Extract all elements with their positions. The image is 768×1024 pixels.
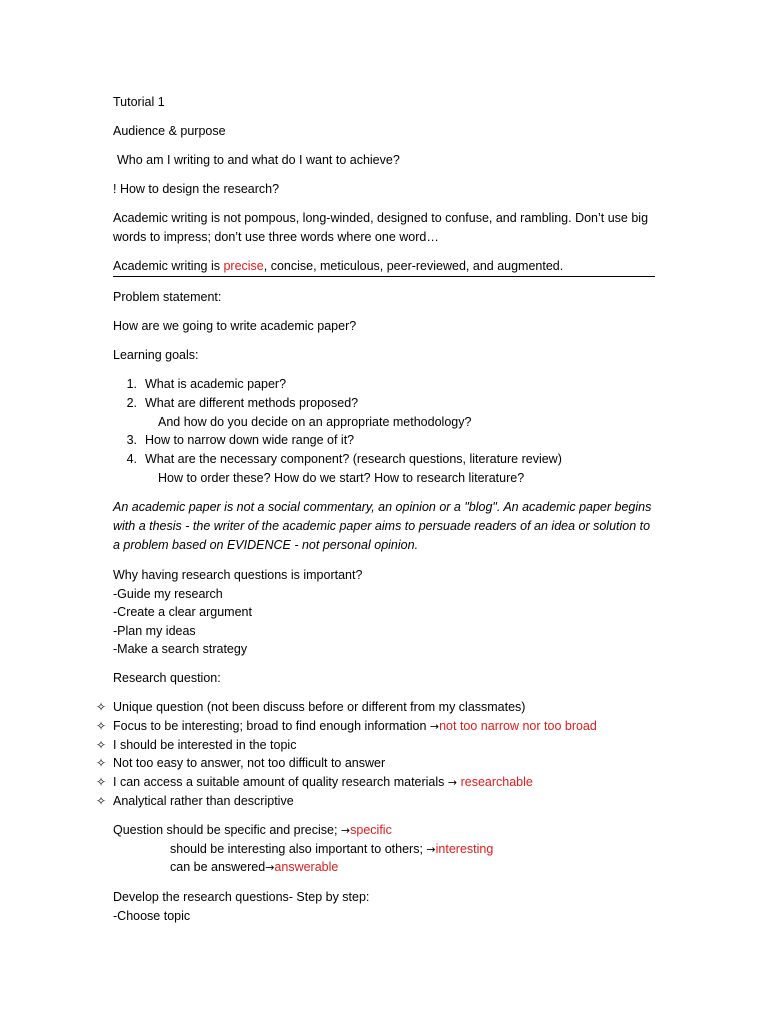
bullet-highlight: not too narrow nor too broad: [439, 719, 597, 733]
italic-paragraph: An academic paper is not a social commentary, an opinion or a "blog". An academic paper begins with a thesis - the writer of the academic paper aims to persuade readers of an idea or solution to a problem based on EVIDENCE - not personal opinion.: [113, 500, 652, 552]
diamond-star-icon: ✧: [96, 794, 107, 808]
arrow-right-icon: →: [265, 861, 275, 874]
goal-text: What are the necessary component? (research questions, literature review): [145, 452, 562, 466]
why-heading: Why having research questions is important?: [113, 568, 363, 582]
question-text: Question should be specific and precise;: [113, 823, 341, 837]
goal-item-2: [113, 394, 358, 412]
horizontal-rule: [113, 276, 655, 277]
why-item: -Guide my research: [113, 587, 223, 601]
question-text: can be answered: [170, 860, 266, 874]
question-line-2: [170, 840, 493, 859]
who-line: Who am I writing to and what do I want to achieve?: [117, 153, 400, 167]
problem-text: How are we going to write academic paper?: [113, 319, 357, 333]
bullet-text: Focus to be interesting; broad to find enough information: [113, 719, 430, 733]
goal-number: 3.: [126, 433, 137, 447]
rq-bullet-3: [96, 736, 296, 754]
academic-is-highlight: precise: [223, 259, 264, 273]
diamond-star-icon: ✧: [96, 719, 107, 733]
goal-number: 1.: [126, 377, 137, 391]
arrow-right-icon: →: [340, 824, 351, 837]
arrow-right-icon: →: [429, 720, 440, 733]
academic-is-suffix: , concise, meticulous, peer-reviewed, and augmented.: [263, 259, 564, 273]
goal-number: 2.: [126, 396, 137, 410]
goal-text: What is academic paper?: [145, 377, 287, 391]
audience-heading: Audience & purpose: [113, 124, 226, 138]
diamond-star-icon: ✧: [96, 738, 107, 752]
bullet-text: I should be interested in the topic: [113, 738, 297, 752]
rq-bullet-2: [96, 717, 597, 736]
rq-bullet-6: [96, 792, 294, 810]
goal-text: How to narrow down wide range of it?: [145, 433, 355, 447]
question-text: should be interesting also important to others;: [170, 842, 427, 856]
goal-item-4-continuation: How to order these? How do we start? How to research literature?: [158, 471, 525, 485]
goal-number: 4.: [126, 452, 137, 466]
choose-topic: -Choose topic: [113, 909, 191, 923]
bullet-text: Not too easy to answer, not too difficult to answer: [113, 756, 386, 770]
goal-text: What are different methods proposed?: [145, 396, 359, 410]
question-line-3: [170, 858, 338, 877]
diamond-star-icon: ✧: [96, 756, 107, 770]
doc-title: Tutorial 1: [113, 95, 165, 109]
question-highlight: interesting: [435, 842, 494, 856]
academic-paragraph: Academic writing is not pompous, long-winded, designed to confuse, and rambling. Don’t use big words to impress; don’t use three words where one word…: [113, 211, 649, 244]
bullet-highlight: researchable: [457, 775, 533, 789]
question-highlight: specific: [350, 823, 392, 837]
rq-heading: Research question:: [113, 671, 221, 685]
goal-item-4: [113, 450, 562, 468]
goals-heading: Learning goals:: [113, 348, 199, 362]
goal-item-3: [113, 431, 354, 449]
goal-item-2-continuation: And how do you decide on an appropriate methodology?: [158, 415, 472, 429]
academic-is-line: [113, 257, 563, 275]
bullet-text: Analytical rather than descriptive: [113, 794, 294, 808]
bullet-text: Unique question (not been discuss before or different from my classmates): [113, 700, 526, 714]
academic-is-prefix: Academic writing is: [113, 259, 224, 273]
develop-heading: Develop the research questions- Step by step:: [113, 890, 370, 904]
diamond-star-icon: ✧: [96, 775, 107, 789]
why-item: -Create a clear argument: [113, 605, 252, 619]
rq-bullet-1: [96, 698, 525, 716]
goal-item-1: [113, 375, 286, 393]
bullet-text: I can access a suitable amount of quality research materials: [113, 775, 448, 789]
why-item: -Make a search strategy: [113, 642, 248, 656]
why-item: -Plan my ideas: [113, 624, 196, 638]
question-line-1: [113, 821, 392, 840]
design-line: ! How to design the research?: [113, 182, 280, 196]
rq-bullet-4: [96, 754, 385, 772]
rq-bullet-5: [96, 773, 533, 792]
problem-heading: Problem statement:: [113, 290, 222, 304]
arrow-right-icon: →: [426, 843, 436, 856]
arrow-right-icon: →: [447, 776, 458, 789]
question-highlight: answerable: [274, 860, 339, 874]
diamond-star-icon: ✧: [96, 700, 107, 714]
